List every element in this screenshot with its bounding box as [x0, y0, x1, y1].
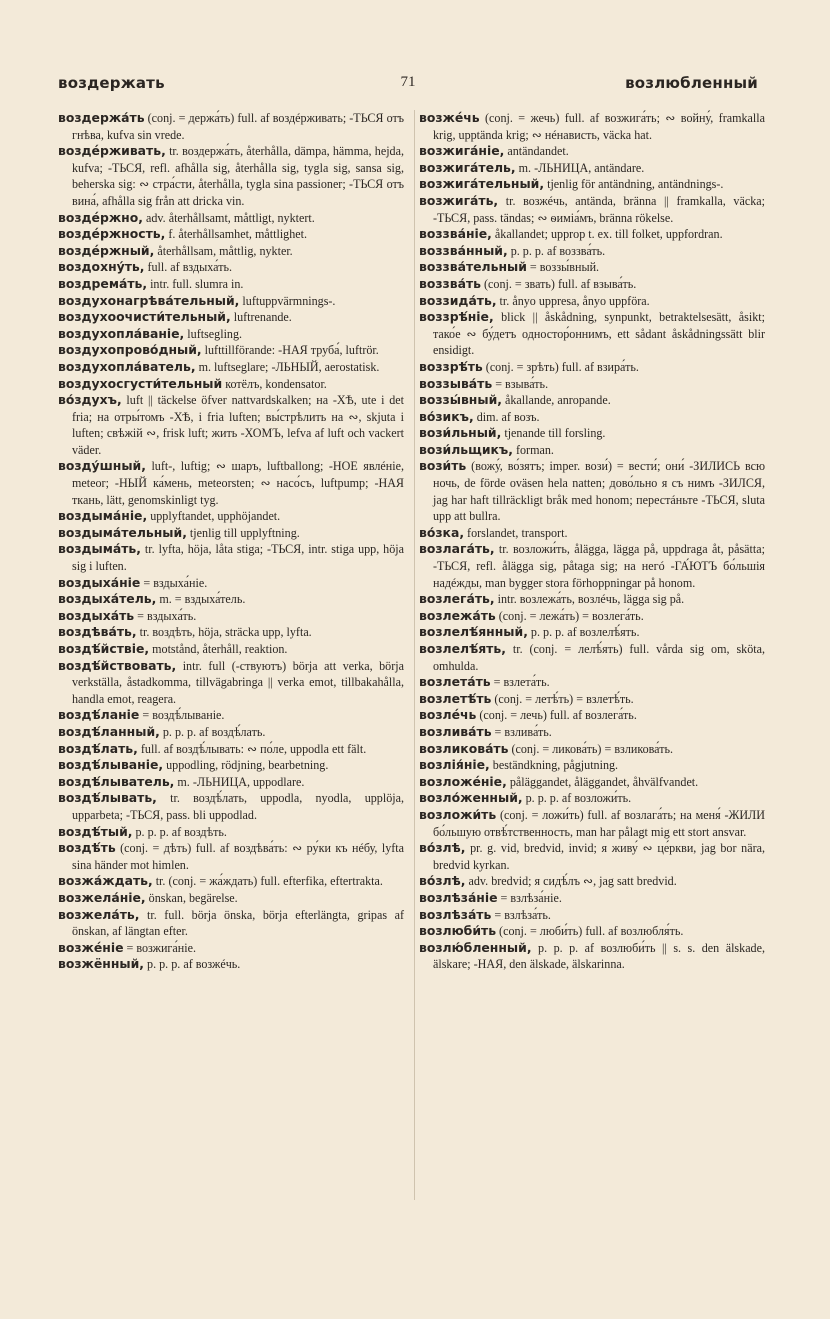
entry-headword: возлетѣ́ть	[419, 690, 492, 706]
dictionary-entry	[419, 442, 765, 459]
entry-definition: upplyftandet, upphöjandet.	[147, 509, 281, 524]
entry-definition: luftrenande.	[230, 310, 292, 325]
entry-definition: tr. возложи́ть, ålägga, lägga på, uppdraga åt, påsätta; -ТЬСЯ, refl. ålägga sig, påtaga sig; на негó -ГА́ЮТЪ бо́льшія надéжды, man bygger stora förhoppningar på honom.	[433, 542, 765, 590]
entry-headword: возлага́ть,	[419, 541, 495, 557]
entry-definition: f. återhållsamhet, måttlighet.	[165, 227, 308, 242]
dictionary-entry	[419, 707, 765, 724]
entry-definition: = взлива́ть.	[491, 724, 552, 739]
dictionary-entry	[58, 641, 404, 658]
dictionary-entry	[58, 940, 404, 957]
entry-definition: (conj. = люби́ть) full. af возлюбля́ть.	[496, 924, 684, 939]
entry-definition: tr. (conj. = жа́ждать) full. efterfika, eftertrakta.	[152, 874, 383, 889]
entry-headword: воздéрживать,	[58, 143, 166, 159]
entry-definition: intr. full. slumra in.	[147, 276, 244, 291]
entry-definition: p. p. p. af воззва́ть.	[507, 243, 606, 258]
entry-definition: m. luftseglare; -ЛЬНЫЙ, aerostatisk.	[195, 359, 380, 374]
entry-headword: воздержа́ть	[58, 110, 145, 125]
dictionary-entry	[419, 425, 765, 442]
entry-definition: (conj. = зрѣть) full. af взира́ть.	[482, 359, 639, 374]
dictionary-entry	[419, 193, 765, 226]
dictionary-entry	[419, 525, 765, 542]
entry-headword: воздухопрово́дный,	[58, 342, 202, 358]
entry-definition: forslandet, transport.	[464, 525, 568, 540]
entry-headword: воздыма́ніе,	[58, 508, 148, 524]
dictionary-entry	[419, 359, 765, 376]
entry-definition: = вздыха́ть.	[134, 608, 197, 623]
entry-headword: воздѣ́йствовать,	[58, 657, 177, 673]
entry-definition: påläggandet, åläggandet, åhvälfvandet.	[506, 774, 699, 789]
entry-headword: во́зка,	[419, 524, 465, 540]
entry-definition: = взлѣза́ніе.	[497, 890, 562, 905]
entry-headword: возлива́ть	[419, 723, 492, 739]
dictionary-entry	[419, 309, 765, 359]
entry-definition: (вожу́, во́зятъ; imper. вози́) = вести́; они́ -ЗИЛИСЬ всю ночь, de förde oväsen hela natten; дово́льно я съ нимъ -ЗИЛСЯ, jag har haft tillräckligt bråk med honom; перестáньте -ТЬСЯ, sluta upp att bullra.	[433, 459, 765, 524]
entry-headword: воззва́ть	[419, 275, 481, 291]
entry-definition: lufttillförande: -НАЯ труба́, luftrör.	[201, 343, 379, 358]
dictionary-entry	[58, 840, 404, 873]
entry-headword: во́зикъ,	[419, 408, 474, 424]
dictionary-entry	[419, 458, 765, 524]
dictionary-entry	[58, 110, 404, 143]
entry-headword: воззва́тельный	[419, 259, 527, 275]
entry-definition: m. -ЛЬНИЦА, uppodlare.	[174, 774, 305, 789]
entry-definition: intr. возлежа́ть, возлéчь, lägga sig på.	[494, 592, 685, 607]
dictionary-entry	[58, 276, 404, 293]
entry-headword: воздѣ́йствіе,	[58, 641, 150, 656]
entry-definition: forman.	[512, 442, 554, 457]
entry-definition: (conj. = держа́ть) full. af воздéрживать; -ТЬСЯ отъ гнѣва, kufva sin vrede.	[72, 111, 404, 142]
entry-definition: p. p. p. af возлелѣ́ять.	[527, 625, 640, 640]
entry-definition: (conj. = дѣть) full. af воздѣва́ть: ∾ ру́ки къ нéбу, lyfta sina händer mot himlen.	[72, 841, 404, 872]
entry-definition: tjenlig för antändning, antändnings-.	[544, 177, 724, 192]
entry-definition: m. -ЛЬНИЦА, antändare.	[515, 160, 645, 175]
entry-definition: luftuppvärmnings-.	[239, 293, 336, 308]
entry-definition: (conj. = лежа́ть) = возлега́ть.	[495, 608, 644, 623]
dictionary-entry	[58, 591, 404, 608]
dictionary-entry	[419, 923, 765, 940]
entry-headword: возложéніе,	[419, 773, 507, 789]
dictionary-entry	[419, 641, 765, 674]
dictionary-entry	[419, 259, 765, 276]
page-number: 71	[400, 74, 416, 90]
entry-headword: возжела́ніе,	[58, 889, 146, 905]
page-header	[58, 74, 758, 96]
entry-headword: воздыха́ть	[58, 607, 135, 623]
entry-definition: adv. bredvid; я сидѣ́лъ ∾, jag satt bredvid.	[465, 874, 677, 889]
entry-headword: возду́шный,	[58, 458, 146, 474]
dictionary-entry	[419, 890, 765, 907]
entry-headword: воздѣ́ть	[58, 840, 116, 856]
dictionary-entry	[58, 243, 404, 260]
dictionary-entry	[419, 741, 765, 758]
entry-headword: воздѣва́ть,	[58, 624, 137, 640]
entry-definition: tr. (conj. = лелѣ́ять) full. vårda sig om, sköta, omhulda.	[433, 642, 765, 673]
dictionary-entry	[58, 658, 404, 708]
dictionary-entry	[419, 176, 765, 193]
entry-definition: котёлъ, kondensator.	[222, 376, 327, 391]
entry-definition: pr. g. vid, bredvid, invid; я живу́ ∾ це́ркви, jag bor nära, bredvid kyrkan.	[433, 841, 765, 872]
entry-headword: во́злѣ,	[419, 840, 466, 856]
header-left-guideword: воздержать	[58, 74, 165, 92]
entry-headword: возлѣза́ніе	[419, 889, 498, 905]
entry-definition: luftsegling.	[184, 326, 243, 341]
dictionary-entry	[58, 226, 404, 243]
entry-definition: (conj. = летѣ́ть) = взлетѣ́ть.	[491, 691, 634, 706]
dictionary-entry	[58, 956, 404, 973]
entry-headword: воздохну́ть,	[58, 259, 145, 275]
dictionary-entry	[419, 276, 765, 293]
entry-definition: = возжига́ніе.	[123, 940, 196, 955]
entry-headword: воззва́ніе,	[419, 226, 492, 242]
entry-headword: воздéржно,	[58, 209, 143, 225]
dictionary-entry	[419, 110, 765, 143]
dictionary-entry	[419, 807, 765, 840]
dictionary-entry	[419, 143, 765, 160]
entry-definition: uppodling, rödjning, bearbetning.	[163, 758, 329, 773]
entry-definition: (conj. = лечь) full. af возлега́ть.	[476, 708, 637, 723]
entry-definition: = взлѣза́ть.	[491, 907, 551, 922]
entry-headword: воздыха́тель,	[58, 591, 157, 607]
dictionary-entry	[58, 309, 404, 326]
dictionary-entry	[419, 691, 765, 708]
dictionary-entry	[419, 790, 765, 807]
entry-definition: tr. воздѣть, höja, sträcka upp, lyfta.	[136, 625, 312, 640]
dictionary-entry	[419, 160, 765, 177]
entry-headword: воззида́ть,	[419, 292, 497, 308]
entry-headword: возликова́ть	[419, 740, 509, 756]
entry-headword: возжéніе	[58, 939, 124, 955]
entry-headword: воззы́вный,	[419, 392, 502, 408]
dictionary-entry	[419, 724, 765, 741]
entry-definition: full. af воздѣ́лывать: ∾ по́ле, uppodla ett fält.	[137, 741, 367, 756]
entry-headword: воздѣ́лываніе,	[58, 757, 164, 773]
dictionary-entry	[419, 376, 765, 393]
entry-definition: tr. full. börja önska, börja efterlängta, gripas af önskan, af längtan efter.	[72, 907, 404, 939]
entry-headword: воздухосгусти́тельный	[58, 375, 223, 391]
entry-headword: воздухопла́ваніе,	[58, 325, 185, 341]
dictionary-entry	[58, 458, 404, 508]
entry-definition: p. p. p. af возложи́ть.	[522, 791, 632, 806]
entry-headword: воздéржность,	[58, 226, 166, 242]
entry-headword: возжённый,	[58, 956, 145, 972]
entry-definition: blick || åskådning, synpunkt, betraktelsesätt, åsikt; тако́е ∾ бу́детъ одностор́оннимъ, ett sådant åskådningssätt blir ensidigt.	[433, 310, 765, 358]
dictionary-entry	[58, 741, 404, 758]
entry-definition: åkallandet; upprop t. ex. till folket, uppfordran.	[491, 227, 723, 242]
entry-headword: возло́женный,	[419, 790, 523, 806]
dictionary-entry	[58, 774, 404, 791]
dictionary-entry	[58, 525, 404, 542]
dictionary-entry	[419, 624, 765, 641]
entry-headword: воззрѣ́ніе,	[419, 309, 494, 325]
entry-definition: tr. lyfta, höja, låta stiga; -ТЬСЯ, intr. stiga upp, höja sig i luften.	[72, 542, 404, 574]
dictionary-entry	[58, 359, 404, 376]
entry-headword: возжига́ть,	[419, 192, 499, 208]
entry-definition: antändandet.	[504, 144, 569, 159]
left-column	[58, 110, 404, 973]
entry-headword: воздухопла́ватель,	[58, 358, 196, 374]
dictionary-entry	[58, 342, 404, 359]
dictionary-entry	[419, 226, 765, 243]
entry-headword: воздухоочисти́тельный,	[58, 309, 231, 325]
dictionary-entry	[419, 757, 765, 774]
entry-definition: återhållsam, måttlig, nykter.	[154, 243, 293, 258]
entry-headword: воздыма́тельный,	[58, 524, 187, 540]
dictionary-entry	[419, 392, 765, 409]
entry-definition: åkallande, anropande.	[501, 393, 611, 408]
entry-headword: возжига́ніе,	[419, 143, 505, 159]
entry-definition: p. p. p. af воздѣ́лать.	[159, 724, 266, 739]
dictionary-entry	[58, 624, 404, 641]
entry-definition: önskan, begärelse.	[145, 890, 238, 905]
entry-definition: tr. возжéчь, antända, bränna || framkalla, väcka; -ТЬСЯ, pass. tändas; ∾ ѳиміа́мъ, bränna rökelse.	[433, 193, 765, 225]
dictionary-entry	[58, 508, 404, 525]
entry-headword: возлéчь	[419, 707, 477, 723]
dictionary-entry	[58, 707, 404, 724]
entry-headword: воздéржный,	[58, 242, 155, 258]
dictionary-entry	[419, 840, 765, 873]
dictionary-entry	[419, 243, 765, 260]
entry-headword: возжига́тельный,	[419, 176, 545, 192]
entry-definition: dim. af возъ.	[473, 409, 540, 424]
entry-headword: воздрема́ть,	[58, 275, 148, 291]
entry-headword: возжéчь	[419, 110, 480, 125]
dictionary-entry	[58, 790, 404, 823]
entry-headword: во́здухъ,	[58, 392, 122, 408]
dictionary-entry	[58, 392, 404, 458]
entry-definition: intr. full (-ствуютъ) börja att verka, börja verkställa, åstadkomma, tillvägabringa || verka emot, tillbakahålla, handla emot, reagera.	[72, 658, 404, 706]
entry-headword: возлюби́ть	[419, 923, 497, 939]
entry-headword: возлелѣ́янный,	[419, 624, 528, 640]
dictionary-entry	[419, 940, 765, 973]
dictionary-entry	[58, 259, 404, 276]
entry-definition: motstånd, återhåll, reaktion.	[149, 642, 288, 656]
entry-headword: возлѣза́ть	[419, 906, 492, 922]
entry-headword: возжела́ть,	[58, 906, 140, 922]
entry-headword: воззрѣ́ть	[419, 358, 483, 374]
entry-definition: beständkning, pågjutning.	[489, 758, 619, 773]
entry-definition: (conj. = ложи́ть) full. af возлага́ть; на меня́ -ЖИЛИ бо́льшую отвѣ́тственность, man har pålagt mig ett stort ansvar.	[433, 807, 765, 839]
entry-headword: возложи́ть	[419, 806, 497, 822]
entry-headword: воздѣ́тый,	[58, 823, 133, 839]
dictionary-entry	[58, 907, 404, 940]
entry-headword: возлега́ть,	[419, 591, 495, 607]
dictionary-entry	[58, 210, 404, 227]
entry-headword: возжа́ждать,	[58, 873, 153, 889]
dictionary-entry	[419, 293, 765, 310]
header-right-guideword: возлюбленный	[625, 74, 758, 92]
entry-headword: воздѣ́лать,	[58, 740, 138, 756]
dictionary-entry	[58, 575, 404, 592]
entry-definition: p. p. p. af возлюби́ть || s. s. den älskade, älskare; -НАЯ, den älskade, älskarinna.	[433, 940, 765, 972]
dictionary-entry	[419, 608, 765, 625]
entry-definition: tr. воздѣ́лать, uppodla, nyodla, upplöja, upparbeta; -ТЬСЯ, pass. bli uppodlad.	[72, 791, 404, 822]
entry-headword: воздѣ́лыватель,	[58, 773, 175, 789]
dictionary-entry	[58, 376, 404, 393]
entry-headword: вози́льный,	[419, 425, 502, 441]
entry-definition: = воздѣ́лываніе.	[139, 708, 225, 723]
dictionary-entry	[58, 293, 404, 310]
entry-headword: возжига́тель,	[419, 159, 516, 175]
dictionary-entry	[58, 326, 404, 343]
entry-definition: tr. воздержа́ть, återhålla, dämpa, hämma, hejda, kufva; -ТЬСЯ, refl. afhålla sig, återhålla sig, tygla sig, sansa sig, beherska sig: ∾ стра́сти, återhålla, tygla sina passioner; -ТЬСЯ отъ вина́, afhålla sig från att dricka vin.	[72, 144, 404, 208]
entry-definition: = взлета́ть.	[490, 675, 550, 690]
entry-headword: возлета́ть	[419, 674, 491, 690]
dictionary-entry	[58, 890, 404, 907]
entry-definition: tr. ånyo uppresa, ånyo uppföra.	[496, 293, 650, 308]
entry-definition: (conj. = жечь) full. af возжига́ть; ∾ войну́, framkalla krig, upptända krig; ∾ нéнависть, väcka hat.	[433, 111, 765, 142]
entry-headword: воздухонагрѣва́тельный,	[58, 292, 240, 308]
dictionary-entry	[58, 541, 404, 574]
entry-definition: (conj. = звать) full. af взыва́ть.	[480, 276, 637, 291]
dictionary-entry	[419, 907, 765, 924]
dictionary-entry	[419, 541, 765, 591]
entry-definition: (conj. = ликова́ть) = взликова́ть.	[508, 741, 674, 756]
dictionary-entry	[58, 143, 404, 209]
entry-definition: luft || täckelse öfver nattvardskalken; на -ХѢ, ute i det fria; на отры́томъ -ХѢ, i fria luften; вы́стрѣлить на ∾, skjuta i luften; свѣжій ∾, frisk luft; жить -ХОМЪ, lefva af luft och vackert väder.	[72, 393, 404, 457]
entry-definition: tjenlig till upplyftning.	[186, 525, 300, 540]
entry-headword: воздѣ́лывать,	[58, 790, 157, 806]
entry-definition: luft-, luftig; ∾ шаръ, luftballong; -НОЕ явлéніе, meteor; -НЫЙ ка́мень, meteorsten; ∾ насо́съ, luftpump; -НАЯ ткань, lätt, genomskinligt tyg.	[72, 459, 404, 507]
dictionary-entry	[419, 591, 765, 608]
entry-headword: воззыва́ть	[419, 375, 493, 391]
dictionary-entry	[419, 409, 765, 426]
entry-definition: adv. återhållsamt, måttligt, nyktert.	[142, 210, 315, 225]
dictionary-entry	[58, 724, 404, 741]
dictionary-entry	[419, 674, 765, 691]
dictionary-entry	[419, 774, 765, 791]
entry-definition: m. = вздыха́тель.	[156, 592, 246, 607]
dictionary-entry	[58, 873, 404, 890]
entry-definition: = вздыха́ніе.	[140, 575, 208, 590]
entry-headword: возлія́ніе,	[419, 757, 490, 773]
right-column	[414, 110, 765, 1200]
dictionary-entry	[58, 824, 404, 841]
entry-headword: вози́ть	[419, 458, 467, 474]
entry-headword: воззва́нный,	[419, 242, 508, 258]
entry-definition: full. af вздыха́ть.	[144, 260, 233, 275]
entry-headword: возлежа́ть	[419, 607, 496, 623]
entry-headword: возлю́бленный,	[419, 939, 532, 955]
entry-definition: = воззы́вный.	[526, 260, 600, 275]
entry-definition: p. p. p. af воздѣть.	[132, 824, 227, 839]
entry-headword: воздыма́ть,	[58, 541, 141, 557]
dictionary-entry	[58, 757, 404, 774]
entry-headword: возлелѣ́ять,	[419, 641, 506, 656]
entry-headword: воздѣ́ланіе	[58, 707, 140, 723]
entry-headword: воздѣ́ланный,	[58, 723, 160, 739]
entry-definition: p. p. p. af возжéчь.	[144, 957, 241, 972]
entry-definition: = взыва́ть.	[492, 376, 549, 391]
entry-headword: вози́льщикъ,	[419, 441, 513, 457]
entry-headword: воздыха́ніе	[58, 574, 141, 590]
entry-headword: во́злѣ,	[419, 873, 466, 889]
entry-definition: tjenande till forsling.	[501, 426, 606, 441]
dictionary-entry	[419, 873, 765, 890]
dictionary-entry	[58, 608, 404, 625]
